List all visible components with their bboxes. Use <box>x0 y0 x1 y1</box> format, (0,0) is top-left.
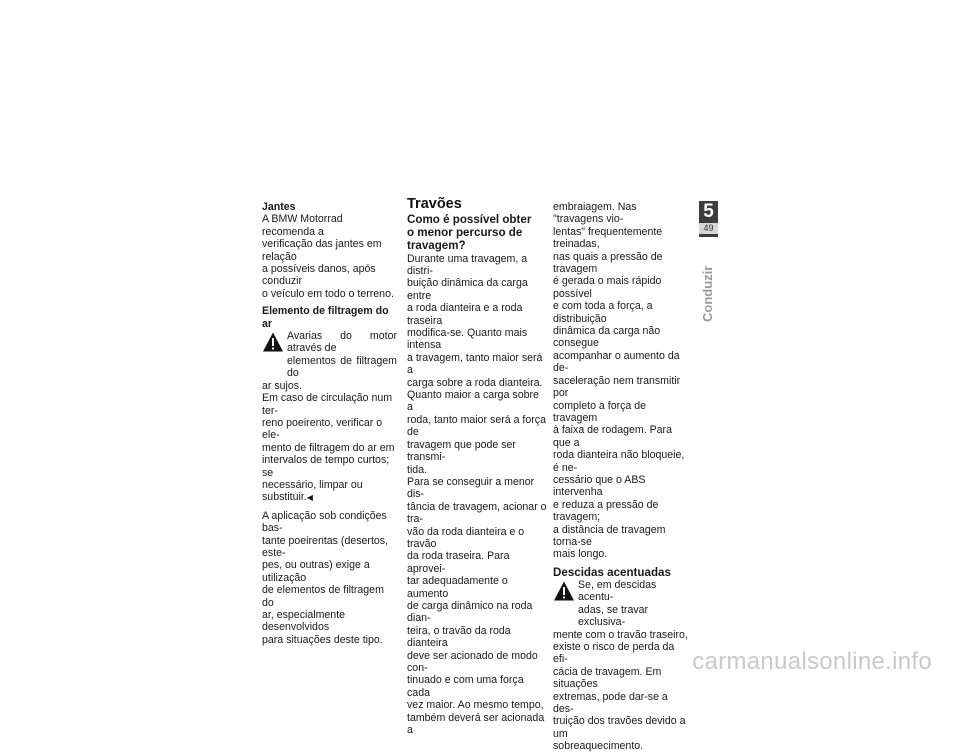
filter-warning <box>262 330 397 380</box>
text-line: verificação das jantes em relação <box>262 238 382 263</box>
text-line: vão da roda dianteira e o travão <box>407 525 525 550</box>
text-line: Quanto maior a carga sobre a <box>407 389 539 414</box>
warning-triangle-icon <box>553 580 575 602</box>
text-line: teira, o travão da roda dianteira <box>407 624 511 650</box>
column-left <box>262 201 397 646</box>
text-line: dinâmica da carga não consegue <box>553 325 661 350</box>
text-line: modifica-se. Quanto mais intensa <box>407 327 528 352</box>
subheading <box>407 213 547 253</box>
text-line: tida. <box>407 463 428 476</box>
subheading-line: travagem? <box>407 239 466 253</box>
text-line: saceleração nem transmitir por <box>553 374 681 400</box>
application-paragraph <box>262 510 397 646</box>
text-line: acompanhar o aumento da de- <box>553 349 680 375</box>
watermark-text: carmanualsonline.info <box>692 648 932 675</box>
text-line: cácia de travagem. Em situações <box>553 665 662 691</box>
text-line: pes, ou outras) exige a utilização <box>262 559 370 584</box>
text-line: nas quais a pressão de travagem <box>553 250 663 276</box>
text-line: sobreaquecimento. <box>553 740 644 753</box>
text-line: mento de filtragem do ar em <box>262 441 395 454</box>
text-line <box>262 479 397 505</box>
chapter-title: Conduzir <box>700 265 715 322</box>
text-line: e com toda a força, a distribuição <box>553 300 653 325</box>
text-line: extremas, pode dar-se a des- <box>553 690 668 716</box>
text-line: para situações deste tipo. <box>262 633 383 646</box>
text-line: A BMW Motorrad recomenda a <box>262 213 343 238</box>
text-line: a distância de travagem torna-se <box>553 523 666 548</box>
text-line: a possíveis danos, após conduzir <box>262 263 376 288</box>
warning-line: Se, em descidas acentu- <box>578 578 657 604</box>
jantes-paragraph <box>262 213 397 300</box>
text-line: de elementos de filtragem do <box>262 584 384 609</box>
text-line: ar, especialmente desenvolvidos <box>262 609 346 634</box>
text-line: de carga dinâmico na roda dian- <box>407 599 533 625</box>
warning-line: Avarias do motor através de <box>287 330 397 355</box>
text-line: também deverá ser acionada a <box>407 711 545 737</box>
text-line: deve ser acionado de modo con- <box>407 649 538 675</box>
filter-paragraph <box>262 380 397 505</box>
text-line-content: necessário, limpar ou substituir. <box>262 478 363 504</box>
text-line: reno poeirento, verificar o ele- <box>262 416 383 442</box>
text-line: tinuado e com uma força cada <box>407 674 524 699</box>
text-line: a roda dianteira e a roda traseira <box>407 302 523 327</box>
text-line: Em caso de circulação num ter- <box>262 392 393 417</box>
text-line: tância de travagem, acionar o tra- <box>407 500 547 526</box>
text-line: tante poeirentas (desertos, este- <box>262 534 389 559</box>
watermark <box>0 648 960 676</box>
text-line: carga sobre a roda dianteira. <box>407 376 543 389</box>
text-line: tar adequadamente o aumento <box>407 575 508 600</box>
text-line: embraiagem. Nas "travagens vio- <box>553 201 637 226</box>
text-line: roda dianteira não bloqueie, é ne- <box>553 449 685 474</box>
text-line: à faixa de rodagem. Para que a <box>553 424 672 449</box>
text-line: é gerada o mais rápido possível <box>553 275 662 300</box>
text-line: truição dos travões devido a um <box>553 715 686 740</box>
end-of-warning-icon: ◀ <box>306 493 313 503</box>
text-line: existe o risco de perda da efi- <box>553 641 675 666</box>
text-line: travagem que pode ser transmi- <box>407 438 516 464</box>
text-line: ar sujos. <box>262 379 303 392</box>
text-line: mais longo. <box>553 548 608 561</box>
abs-paragraph <box>553 201 689 561</box>
subheading-line: o menor percurso de <box>407 226 523 240</box>
page-number: 49 <box>699 223 718 234</box>
text-line: completo a força de travagem <box>553 399 647 424</box>
text-line: a travagem, tanto maior será a <box>407 351 543 377</box>
text-line: roda, tanto maior será a força de <box>407 413 546 439</box>
text-line: mente com o travão traseiro, <box>553 628 688 641</box>
filter-heading: Elemento de filtragem do ar <box>262 305 389 330</box>
text-line: A aplicação sob condições bas- <box>262 509 387 535</box>
descidas-warning <box>553 579 689 629</box>
warning-line: adas, se travar exclusiva- <box>578 603 649 629</box>
text-line: cessário que o ABS intervenha <box>553 473 646 499</box>
text-line: da roda traseira. Para aprovei- <box>407 550 510 575</box>
warning-line: elementos de filtragem do <box>287 354 397 380</box>
chapter-number: 5 <box>703 201 714 222</box>
text-line: vez maior. Ao mesmo tempo, <box>407 699 544 712</box>
text-line: intervalos de tempo curtos; se <box>262 454 390 479</box>
warning-triangle-icon <box>262 331 284 353</box>
text-line: Durante uma travagem, a distri- <box>407 252 528 278</box>
chapter-tab <box>699 201 718 237</box>
text-line: o veículo em todo o terreno. <box>262 287 394 300</box>
text-line: e reduza a pressão de travagem; <box>553 498 659 524</box>
text-line: buição dinâmica da carga entre <box>407 277 528 302</box>
jantes-heading: Jantes <box>262 201 296 213</box>
text-line: Para se conseguir a menor dis- <box>407 475 535 501</box>
section-title: Travões <box>407 196 462 212</box>
subheading-line: Como é possível obter <box>407 213 532 226</box>
text-line: lentas" frequentemente treinadas, <box>553 225 663 251</box>
descidas-heading: Descidas acentuadas <box>553 565 671 579</box>
